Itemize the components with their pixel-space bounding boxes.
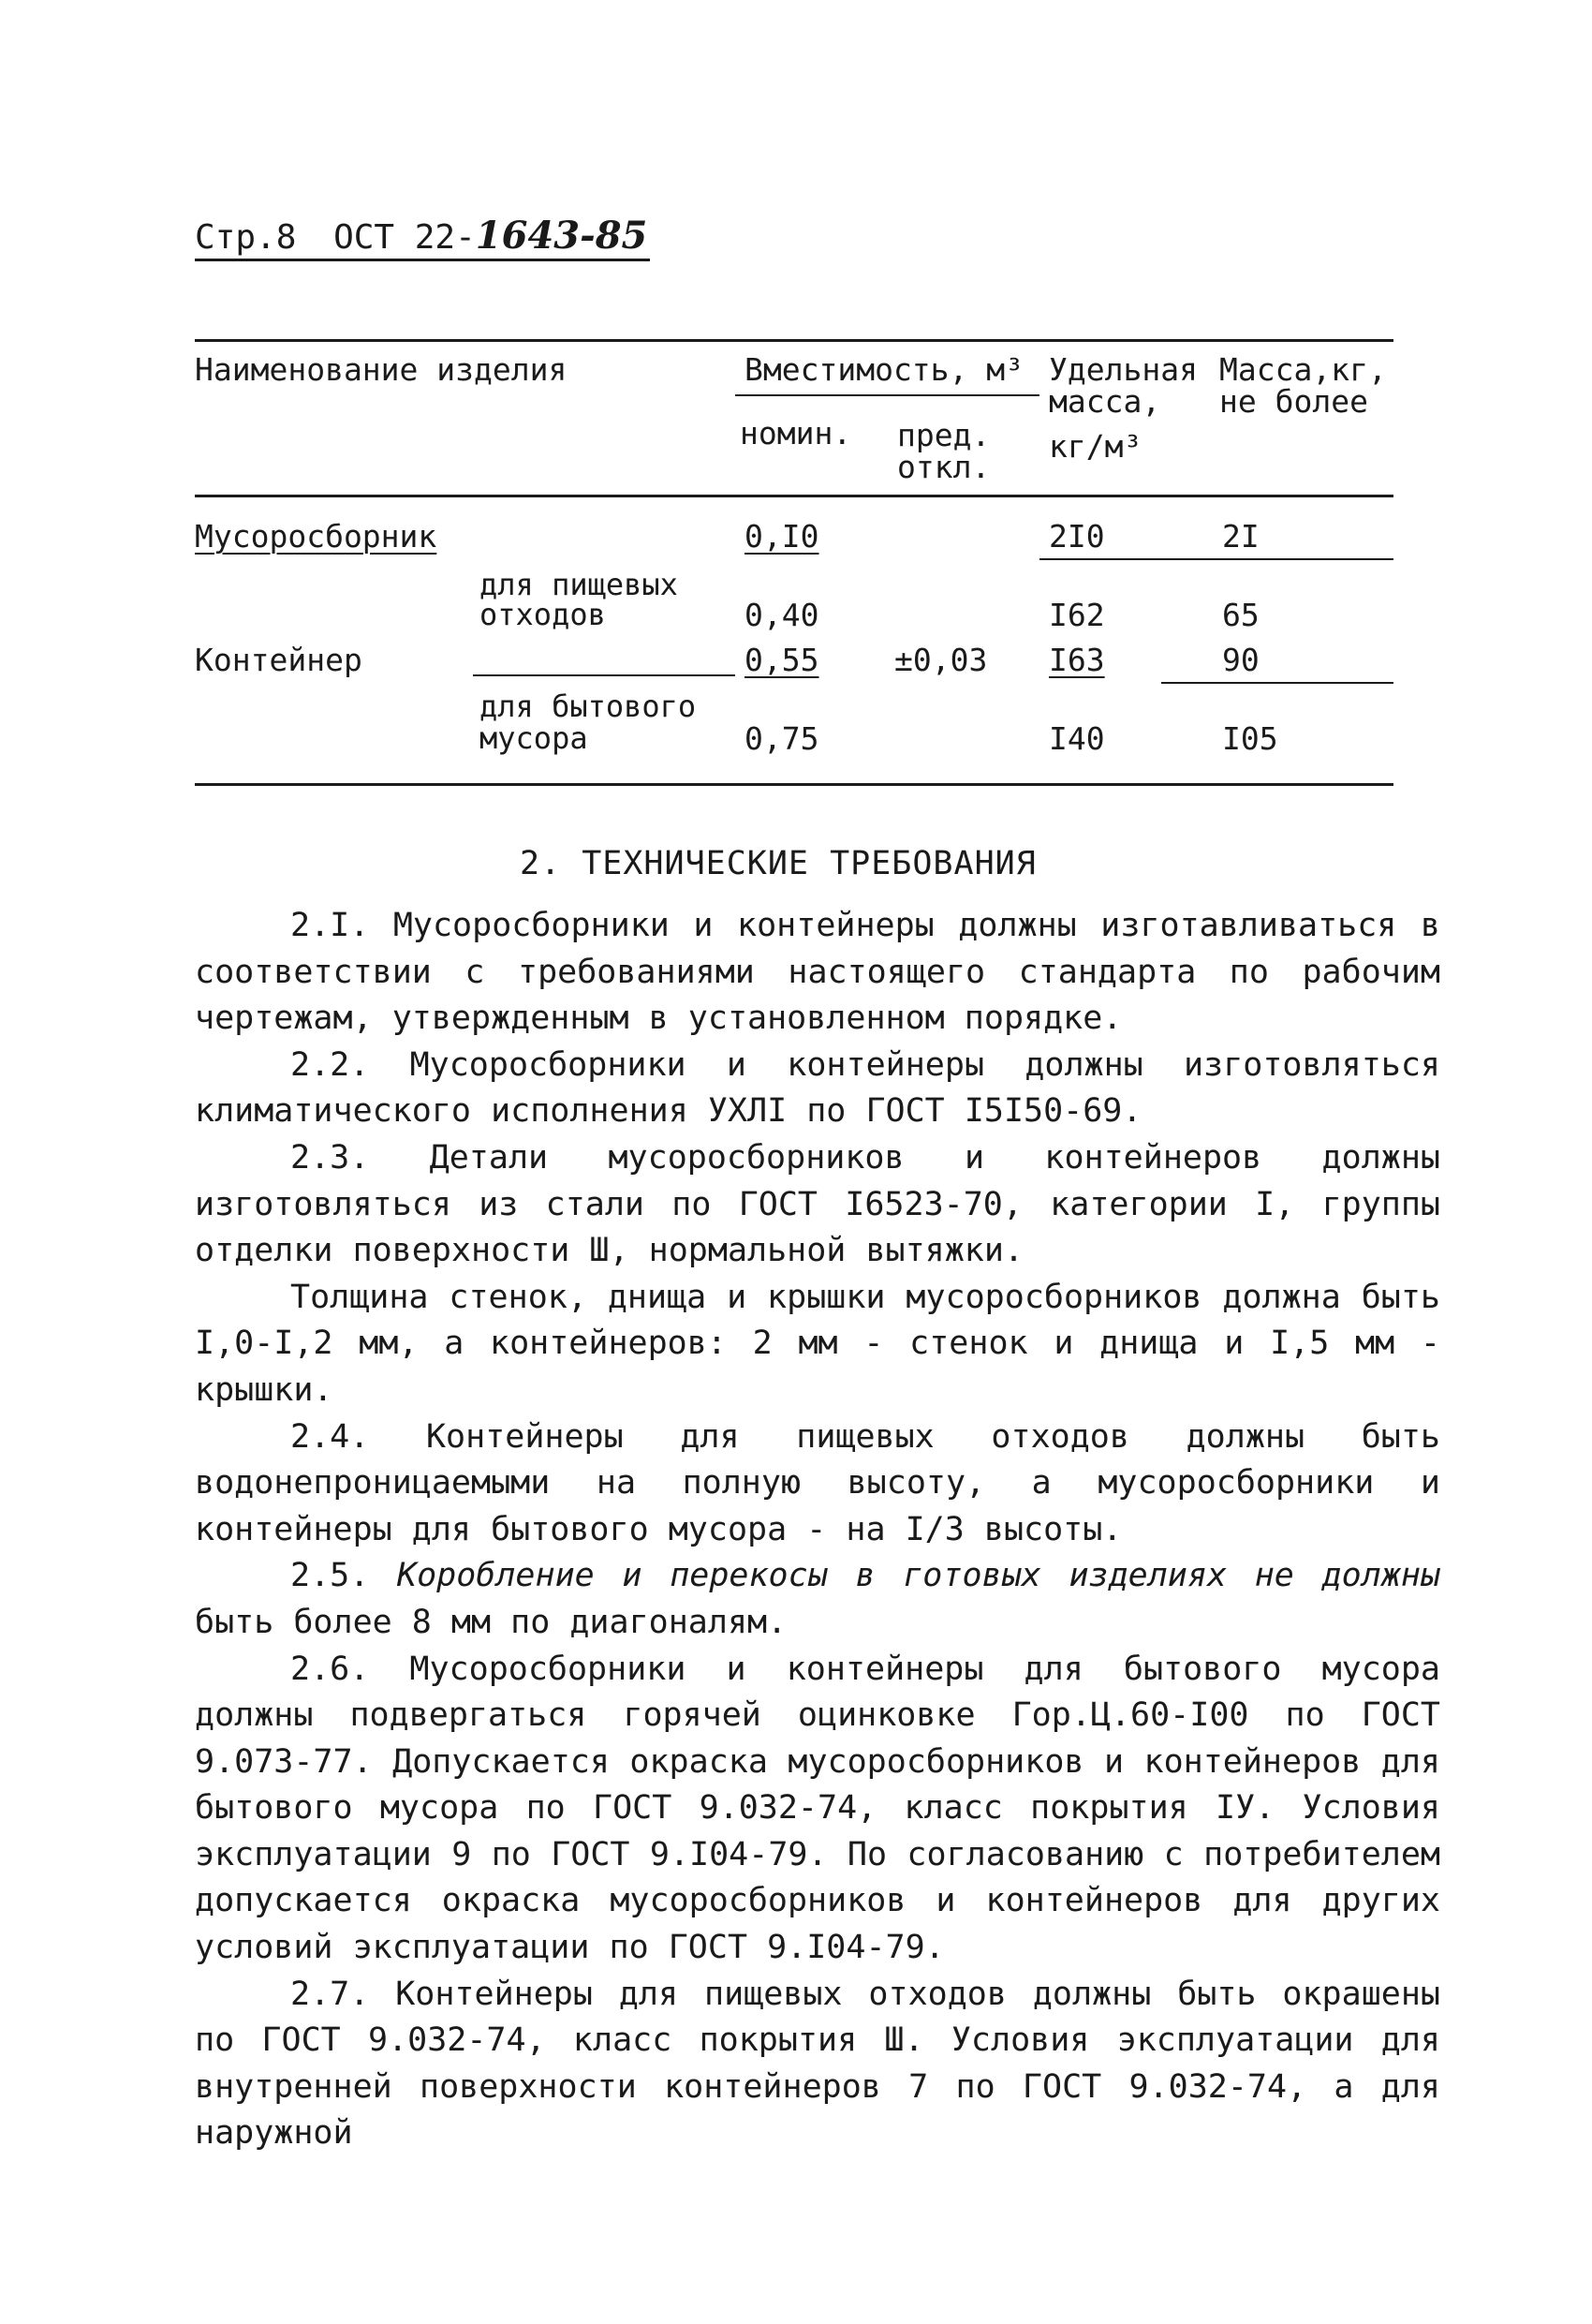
sub-household-2: мусора <box>479 720 588 756</box>
capacity-subrule <box>735 394 1039 396</box>
paragraph-2-5 <box>195 1553 1440 1646</box>
table-bottom-rule <box>195 783 1393 786</box>
row4-mass: I05 <box>1222 720 1278 757</box>
paragraph-2-3-thickness: Толщина стенок, днища и крышки мусоросборников должна быть I,0-I,2 мм, а контейнеров: 2 мм - стенок и днища и I,5 мм - крышки. <box>195 1278 1440 1409</box>
col-header-density-1: Удельная <box>1049 351 1198 388</box>
row1-nominal: 0,I0 <box>744 518 819 555</box>
col-header-deviation-2: откл. <box>897 449 991 485</box>
standard-number: 1643-85 <box>475 214 648 258</box>
col-header-mass-2: не более <box>1219 383 1368 420</box>
sub-household-1: для бытового <box>479 688 697 724</box>
paragraph-2-4: 2.4. Контейнеры для пищевых отходов должны быть водонепроницаемыми на полную высоту, а мусоросборники и контейнеры для бытового мусора - на I/3 высоты. <box>195 1417 1440 1548</box>
paragraph-2-5-italic: Коробление и перекосы в готовых изделиях не должны <box>397 1557 1440 1595</box>
row1-rule <box>1039 558 1393 560</box>
group-name-container: Контейнер <box>195 642 362 678</box>
page-label: Стр.8 <box>195 218 297 257</box>
header-underline <box>195 259 650 261</box>
paragraph-2-2: 2.2. Мусоросборники и контейнеры должны изготовляться климатического исполнения УХЛI по ГОСТ I5I50-69. <box>195 1045 1440 1131</box>
row1-density: 2I0 <box>1049 518 1105 555</box>
table-header-rule <box>195 495 1393 497</box>
table-top-rule <box>195 339 1393 342</box>
col-header-nominal: номин. <box>740 415 852 451</box>
paragraph-2-3: 2.3. Детали мусоросборников и контейнеров должны изготовляться из стали по ГОСТ I6523-70, категории I, группы отделки поверхности Ш, нормальной вытяжки. <box>195 1138 1440 1270</box>
standard-prefix: ОСТ 22- <box>333 218 476 257</box>
row4-nominal: 0,75 <box>744 720 819 757</box>
row1-mass: 2I <box>1222 518 1260 555</box>
sub-food-1: для пищевых <box>479 567 678 602</box>
row3-nominal: 0,55 <box>744 642 819 678</box>
row2-mass: 65 <box>1222 597 1260 633</box>
col-header-density-2: масса, <box>1049 383 1161 420</box>
row4-density: I40 <box>1049 720 1105 757</box>
food-rule <box>473 674 735 676</box>
row2-nominal: 0,40 <box>744 597 819 633</box>
col-header-deviation-1: пред. <box>897 417 991 453</box>
section-title: 2. ТЕХНИЧЕСКИЕ ТРЕБОВАНИЯ <box>520 845 1037 882</box>
row3-rule <box>1161 682 1393 684</box>
col-header-mass-1: Масса,кг, <box>1219 351 1387 388</box>
sub-food-2: отходов <box>479 597 606 632</box>
row1-name: Мусоросборник <box>195 518 437 555</box>
col-header-capacity: Вместимость, м³ <box>744 351 1024 388</box>
col-header-name: Наименование изделия <box>195 351 568 388</box>
paragraph-2-6: 2.6. Мусоросборники и контейнеры для бытового мусора должны подвергаться горячей оцинковке Гор.Ц.60-I00 по ГОСТ 9.073-77. Допускается окраска мусоросборников и контейнеров для бытового мусора по ГОСТ 9.032-74, класс покрытия IУ. Условия эксплуатации 9 по ГОСТ 9.I04-79. По согласованию с потребителем допускается окраска мусоросборников и контейнеров для других условий эксплуатации по ГОСТ 9.I04-79. <box>195 1650 1440 1967</box>
requirements-text <box>195 903 1440 2157</box>
col-header-density-3: кг/м³ <box>1049 428 1142 465</box>
row3-mass: 90 <box>1222 642 1260 678</box>
paragraph-2-5-number: 2.5. <box>290 1557 370 1595</box>
row3-deviation: ±0,03 <box>894 642 988 678</box>
paragraph-2-7: 2.7. Контейнеры для пищевых отходов должны быть окрашены по ГОСТ 9.032-74, класс покрытия Ш. Условия эксплуатации для внутренней поверхности контейнеров 7 по ГОСТ 9.032-74, а для наружной <box>195 1975 1440 2153</box>
paragraph-2-5-rest: быть более 8 мм по диагоналям. <box>195 1603 788 1641</box>
row2-density: I62 <box>1049 597 1105 633</box>
row3-density: I63 <box>1049 642 1105 678</box>
paragraph-2-1: 2.I. Мусоросборники и контейнеры должны изготавливаться в соответствии с требованиями настоящего стандарта по рабочим чертежам, утвержденным в установленном порядке. <box>195 907 1440 1038</box>
